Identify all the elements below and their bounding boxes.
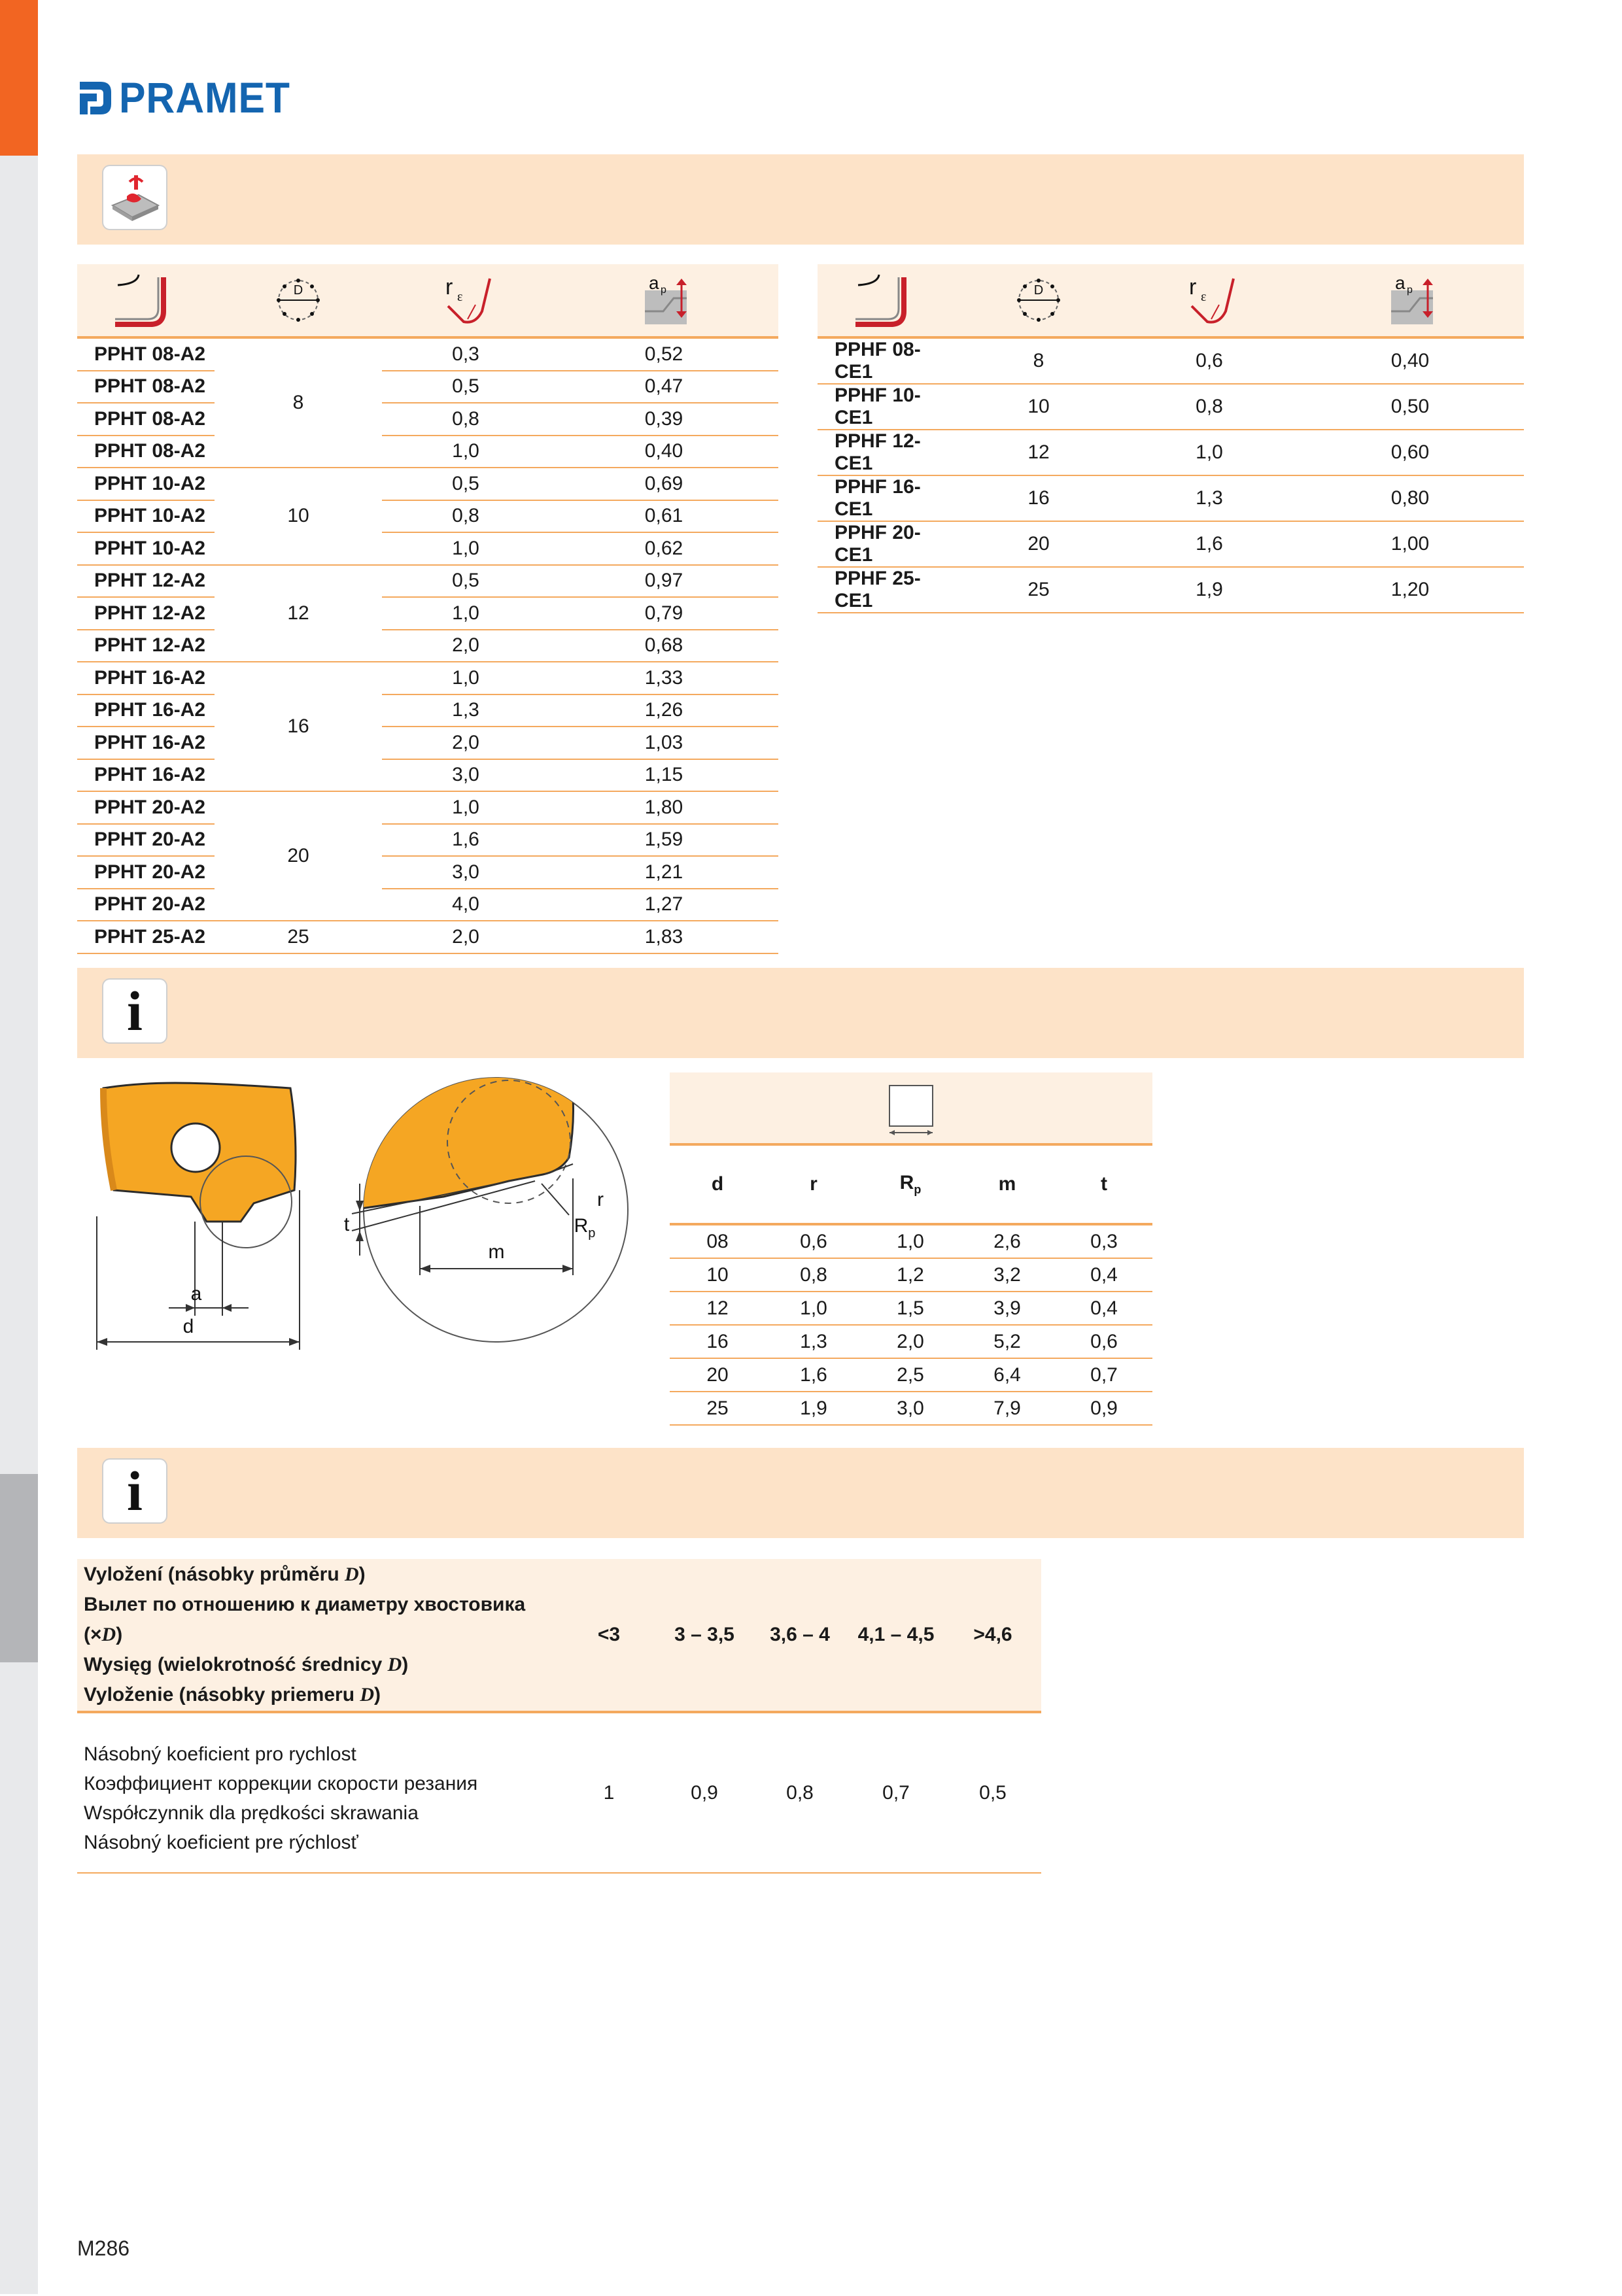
- table-row: [670, 1224, 1152, 1258]
- table-row: [77, 889, 778, 921]
- col-header-m: m: [959, 1146, 1056, 1224]
- diameter-value: 10: [955, 384, 1122, 430]
- speed-factor-label-cz: Násobný koeficient pro rychlost: [84, 1743, 356, 1765]
- table-row: [77, 694, 778, 727]
- dim-r-value: 1,9: [765, 1392, 862, 1425]
- info-band: [77, 1448, 1524, 1538]
- depth-value: 1,00: [1296, 521, 1524, 567]
- depth-value: 1,26: [549, 694, 778, 727]
- dim-t-value: 0,4: [1056, 1258, 1152, 1292]
- table-row: [670, 1358, 1152, 1392]
- radius-value: 2,0: [382, 727, 549, 759]
- depth-value: 1,27: [549, 889, 778, 921]
- product-code: PPHF 12-CE1: [818, 430, 955, 475]
- radius-value: 1,0: [382, 532, 549, 565]
- diameter-value: 25: [955, 567, 1122, 613]
- product-code: PPHT 20-A2: [77, 791, 215, 824]
- radius-value: 2,0: [382, 921, 549, 953]
- product-code: PPHF 16-CE1: [818, 475, 955, 521]
- radius-value: 0,8: [1122, 384, 1296, 430]
- speed-factor-label-ru: Коэффициент коррекции скорости резания: [84, 1773, 478, 1794]
- table-row: [77, 403, 778, 436]
- depth-value: 0,50: [1296, 384, 1524, 430]
- side-tab[interactable]: [0, 156, 38, 346]
- table-row: [818, 567, 1524, 613]
- table-row: [77, 500, 778, 533]
- product-code: PPHT 16-A2: [77, 727, 215, 759]
- dim-r-value: 1,0: [765, 1292, 862, 1325]
- dim-m-value: 7,9: [959, 1392, 1056, 1425]
- overhang-col: 4,1 – 4,5: [848, 1559, 944, 1712]
- overhang-label-ru: Вылет по отношению к диаметру хвостовика (×D): [84, 1594, 526, 1645]
- info-band: [77, 968, 1524, 1058]
- dim-t-value: 0,6: [1056, 1325, 1152, 1358]
- depth-value: 1,21: [549, 856, 778, 889]
- product-code: PPHF 08-CE1: [818, 337, 955, 384]
- depth-value: 0,47: [549, 371, 778, 403]
- diameter-icon: [215, 274, 382, 326]
- depth-value: 1,80: [549, 791, 778, 824]
- side-tab[interactable]: [0, 1851, 38, 2041]
- depth-value: 0,40: [1296, 337, 1524, 384]
- depth-value: 1,59: [549, 824, 778, 857]
- depth-of-cut-icon: [1296, 272, 1524, 328]
- col-header-rp: $R_p$: [862, 1146, 959, 1224]
- table-row: [77, 662, 778, 694]
- speed-factor-value: 0,9: [657, 1712, 752, 1873]
- product-code: PPHT 12-A2: [77, 630, 215, 662]
- insert-geometry-diagram: [77, 1059, 640, 1367]
- radius-value: 1,6: [382, 824, 549, 857]
- depth-value: 1,03: [549, 727, 778, 759]
- product-code: PPHT 10-A2: [77, 532, 215, 565]
- radius-value: 0,8: [382, 403, 549, 436]
- product-code: PPHT 10-A2: [77, 500, 215, 533]
- side-tab-active[interactable]: [0, 0, 38, 158]
- table-row: [818, 384, 1524, 430]
- dim-r-value: 0,6: [765, 1224, 862, 1258]
- table-row: [77, 630, 778, 662]
- product-code: PPHT 12-A2: [77, 565, 215, 598]
- dim-m-value: 3,2: [959, 1258, 1056, 1292]
- table-row: [77, 597, 778, 630]
- depth-value: 1,83: [549, 921, 778, 953]
- dim-t-value: 0,3: [1056, 1224, 1152, 1258]
- product-table-pphf: [818, 264, 1524, 613]
- depth-value: 1,15: [549, 759, 778, 792]
- dim-rp-value: 1,5: [862, 1292, 959, 1325]
- dim-rp-value: 1,0: [862, 1224, 959, 1258]
- radius-value: 0,8: [382, 500, 549, 533]
- depth-value: 0,69: [549, 468, 778, 500]
- product-code: PPHF 20-CE1: [818, 521, 955, 567]
- radius-value: 3,0: [382, 856, 549, 889]
- svg-text:p: p: [1407, 284, 1413, 296]
- dim-d-value: 16: [670, 1325, 765, 1358]
- radius-value: 1,0: [382, 436, 549, 468]
- side-tab[interactable]: [0, 532, 38, 723]
- dim-m-value: 3,9: [959, 1292, 1056, 1325]
- corner-radius-icon: [1122, 272, 1296, 328]
- info-icon: i: [103, 1460, 166, 1522]
- product-table-ppht: [77, 264, 778, 954]
- table-row: [77, 468, 778, 500]
- diameter-value: 12: [215, 565, 382, 662]
- side-tab[interactable]: [0, 1097, 38, 1288]
- diameter-value: 20: [955, 521, 1122, 567]
- dim-d-value: 08: [670, 1224, 765, 1258]
- corner-radius-icon: [382, 272, 549, 328]
- product-code: PPHT 25-A2: [77, 921, 215, 953]
- radius-value: 0,3: [382, 337, 549, 371]
- table-row: [818, 475, 1524, 521]
- product-code: PPHT 20-A2: [77, 824, 215, 857]
- svg-text:r: r: [445, 275, 453, 300]
- radius-value: 0,5: [382, 565, 549, 598]
- depth-value: 0,68: [549, 630, 778, 662]
- table-row: [77, 532, 778, 565]
- dim-t-value: 0,4: [1056, 1292, 1152, 1325]
- table-row: [77, 791, 778, 824]
- table-row: [77, 565, 778, 598]
- depth-value: 0,97: [549, 565, 778, 598]
- dim-r-value: 0,8: [765, 1258, 862, 1292]
- diameter-value: 25: [215, 921, 382, 953]
- table-row: [670, 1392, 1152, 1425]
- radius-value: 2,0: [382, 630, 549, 662]
- dim-m-value: 5,2: [959, 1325, 1056, 1358]
- depth-value: 0,62: [549, 532, 778, 565]
- overhang-col: >4,6: [944, 1559, 1041, 1712]
- overhang-label-cz: Vyložení (násobky průměru D): [84, 1564, 366, 1585]
- col-header-t: t: [1056, 1146, 1152, 1224]
- radius-value: 0,6: [1122, 337, 1296, 384]
- dim-r-value: 1,6: [765, 1358, 862, 1392]
- radius-value: 1,0: [382, 791, 549, 824]
- insert-shape-icon: [884, 1083, 938, 1138]
- product-code: PPHT 12-A2: [77, 597, 215, 630]
- diameter-value: 16: [215, 662, 382, 791]
- radius-value: 1,0: [382, 662, 549, 694]
- diameter-value: 20: [215, 791, 382, 921]
- depth-value: 0,79: [549, 597, 778, 630]
- dims-table: [670, 1146, 1152, 1426]
- dim-rp-label: $R_p$: [574, 1215, 596, 1241]
- radius-value: 0,5: [382, 468, 549, 500]
- table-row: [818, 430, 1524, 475]
- insert-front-view: [97, 1083, 300, 1350]
- dim-m-label: m: [488, 1241, 505, 1263]
- product-code: PPHT 20-A2: [77, 889, 215, 921]
- radius-value: 1,3: [382, 694, 549, 727]
- dim-a-label: a: [190, 1283, 202, 1305]
- dim-rp-value: 2,5: [862, 1358, 959, 1392]
- product-code: PPHT 16-A2: [77, 694, 215, 727]
- dim-m-value: 6,4: [959, 1358, 1056, 1392]
- speed-factor-label-sk: Násobný koeficient pre rýchlosť: [84, 1832, 358, 1853]
- brand-name: PRAMET: [119, 73, 290, 122]
- diameter-value: 8: [955, 337, 1122, 384]
- corner-radius-profile-icon: [77, 272, 215, 328]
- radius-value: 1,3: [1122, 475, 1296, 521]
- dim-r-label: r: [597, 1189, 604, 1210]
- product-code: PPHT 08-A2: [77, 436, 215, 468]
- dim-rp-value: 3,0: [862, 1392, 959, 1425]
- svg-text:a: a: [649, 273, 659, 293]
- radius-value: 3,0: [382, 759, 549, 792]
- dim-t-label: t: [343, 1214, 350, 1235]
- info-icon: i: [103, 980, 166, 1042]
- depth-of-cut-icon: [549, 272, 778, 328]
- svg-text:a: a: [1395, 273, 1406, 293]
- speed-factor-value: 1: [561, 1712, 657, 1873]
- speed-factor-value: 0,8: [752, 1712, 848, 1873]
- diameter-icon: [955, 274, 1122, 326]
- table-row: [818, 337, 1524, 384]
- product-code: PPHT 08-A2: [77, 403, 215, 436]
- table-row: [77, 727, 778, 759]
- side-tab[interactable]: [0, 909, 38, 1099]
- depth-value: 0,60: [1296, 430, 1524, 475]
- svg-text:ε: ε: [1201, 290, 1207, 304]
- speed-factor-value: 0,7: [848, 1712, 944, 1873]
- table-row: [77, 921, 778, 953]
- radius-value: 1,0: [382, 597, 549, 630]
- dim-d-value: 25: [670, 1392, 765, 1425]
- dim-r-value: 1,3: [765, 1325, 862, 1358]
- diameter-value: 8: [215, 337, 382, 468]
- page-number: M286: [77, 2236, 130, 2260]
- product-code: PPHT 16-A2: [77, 759, 215, 792]
- table-row: [77, 856, 778, 889]
- dims-table-header: [670, 1072, 1152, 1146]
- overhang-col: 3 – 3,5: [657, 1559, 752, 1712]
- brand-logo: [77, 75, 305, 120]
- dim-rp-value: 2,0: [862, 1325, 959, 1358]
- svg-text:p: p: [661, 284, 666, 296]
- dim-m-value: 2,6: [959, 1224, 1056, 1258]
- corner-radius-profile-icon: [818, 272, 955, 328]
- speed-factor-label-pl: Współczynnik dla prędkości skrawania: [84, 1802, 419, 1824]
- table-row: [77, 759, 778, 792]
- depth-value: 0,39: [549, 403, 778, 436]
- overhang-col: 3,6 – 4: [752, 1559, 848, 1712]
- pramet-logo-icon: [77, 78, 114, 117]
- overhang-label-sk: Vyloženie (násobky priemeru D): [84, 1684, 381, 1705]
- section-header-band: [77, 154, 1524, 245]
- svg-text:D: D: [1033, 283, 1044, 298]
- radius-value: 0,5: [382, 371, 549, 403]
- product-code: PPHT 08-A2: [77, 337, 215, 371]
- dim-t-value: 0,9: [1056, 1392, 1152, 1425]
- product-code: PPHF 25-CE1: [818, 567, 955, 613]
- product-code: PPHF 10-CE1: [818, 384, 955, 430]
- table-row: [77, 337, 778, 371]
- side-tab[interactable]: [0, 2039, 38, 2296]
- dim-d-label: d: [182, 1316, 194, 1337]
- svg-text:D: D: [293, 283, 303, 298]
- table-row: [670, 1258, 1152, 1292]
- dim-t-value: 0,7: [1056, 1358, 1152, 1392]
- radius-value: 4,0: [382, 889, 549, 921]
- table-row: [818, 521, 1524, 567]
- diameter-value: 16: [955, 475, 1122, 521]
- depth-value: 1,33: [549, 662, 778, 694]
- overhang-speed-table: [77, 1559, 1041, 1874]
- side-tab[interactable]: [0, 344, 38, 534]
- milling-operation-icon: [103, 166, 166, 229]
- product-code: PPHT 08-A2: [77, 371, 215, 403]
- depth-value: 0,52: [549, 337, 778, 371]
- depth-value: 0,61: [549, 500, 778, 533]
- side-tab[interactable]: [0, 1286, 38, 1476]
- radius-value: 1,6: [1122, 521, 1296, 567]
- table-row: [670, 1325, 1152, 1358]
- dim-d-value: 10: [670, 1258, 765, 1292]
- side-tab-section[interactable]: [0, 1474, 38, 1664]
- cutting-edge-detail-view: [344, 1059, 628, 1342]
- svg-text:r: r: [1189, 275, 1197, 300]
- depth-value: 1,20: [1296, 567, 1524, 613]
- product-code: PPHT 20-A2: [77, 856, 215, 889]
- product-code: PPHT 16-A2: [77, 662, 215, 694]
- overhang-label-pl: Wysięg (wielokrotność średnicy D): [84, 1654, 409, 1675]
- radius-value: 1,0: [1122, 430, 1296, 475]
- table-row: [77, 371, 778, 403]
- col-header-r: r: [765, 1146, 862, 1224]
- diameter-value: 10: [215, 468, 382, 565]
- diameter-value: 12: [955, 430, 1122, 475]
- svg-text:ε: ε: [457, 290, 463, 304]
- radius-value: 1,9: [1122, 567, 1296, 613]
- table-row: [77, 824, 778, 857]
- depth-value: 0,80: [1296, 475, 1524, 521]
- speed-factor-label: [77, 1712, 561, 1873]
- dim-d-value: 20: [670, 1358, 765, 1392]
- dim-d-value: 12: [670, 1292, 765, 1325]
- speed-factor-value: 0,5: [944, 1712, 1041, 1873]
- side-tab[interactable]: [0, 721, 38, 911]
- overhang-col: <3: [561, 1559, 657, 1712]
- table-row: [77, 436, 778, 468]
- depth-value: 0,40: [549, 436, 778, 468]
- table-row: [670, 1292, 1152, 1325]
- overhang-header: [77, 1559, 561, 1712]
- product-code: PPHT 10-A2: [77, 468, 215, 500]
- side-tab[interactable]: [0, 1662, 38, 1853]
- side-tab-strip: [0, 0, 38, 2294]
- col-header-d: d: [670, 1146, 765, 1224]
- dim-rp-value: 1,2: [862, 1258, 959, 1292]
